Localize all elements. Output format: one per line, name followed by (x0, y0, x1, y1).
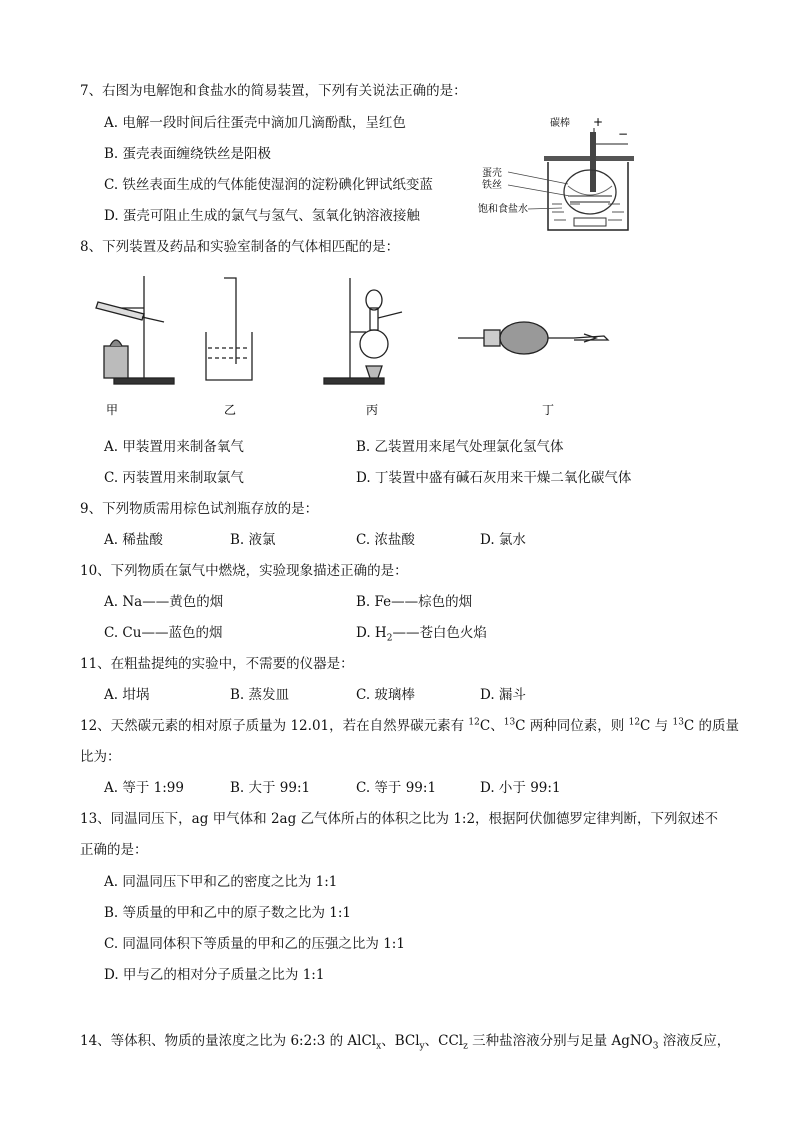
q10-option-b: B. Fe——棕色的烟 (356, 594, 473, 610)
q9-option-d: D. 氯水 (480, 532, 526, 548)
q11-option-d: D. 漏斗 (480, 687, 526, 703)
q13-option-b: B. 等质量的甲和乙中的原子数之比为 1:1 (104, 905, 352, 921)
apparatus-ding (458, 322, 608, 354)
q10-option-c: C. Cu——蓝色的烟 (104, 625, 223, 641)
carbon-rod-label: 碳棒 (550, 118, 570, 129)
q8-option-b: B. 乙装置用来尾气处理氯化氢气体 (356, 439, 564, 455)
q7-option-b: B. 蛋壳表面缠绕铁丝是阳极 (104, 146, 272, 162)
plus-sign: + (593, 115, 604, 129)
q8-option-c: C. 丙装置用来制取氯气 (104, 470, 244, 486)
q11-option-b: B. 蒸发皿 (230, 687, 290, 703)
iron-wire-label: 铁丝 (482, 180, 502, 191)
eggshell-label: 蛋壳 (482, 168, 502, 179)
q8-option-d: D. 丁装置中盛有碱石灰用来干燥二氧化碳气体 (356, 470, 632, 486)
q12-option-b: B. 大于 99:1 (230, 780, 311, 796)
caption-bing: 丙 (366, 403, 379, 417)
q14-stem: 14、等体积、物质的量浓度之比为 6:2:3 的 AlCl$_x$、BCl$_y$、CCl$_z$ 三种盐溶液分别与足量 AgNO$_3$ 溶液反应， (80, 1033, 731, 1052)
caption-jia: 甲 (106, 403, 119, 417)
q8-apparatus-figure (84, 268, 644, 426)
q11-option-a: A. 坩埚 (104, 687, 150, 703)
q13-option-c: C. 同温同体积下等质量的甲和乙的压强之比为 1:1 (104, 936, 405, 952)
q12-option-a: A. 等于 1:99 (104, 780, 184, 796)
q7-option-c: C. 铁丝表面生成的气体能使湿润的淀粉碘化钾试纸变蓝 (104, 177, 433, 193)
q12-stem: 12、天然碳元素的相对原子质量为 12.01，若在自然界碳元素有 $^{12}$C、$^{13}$C 两种同位素，则 $^{12}$C 与 $^{13}$C 的质量 (80, 717, 740, 734)
q9-option-c: C. 浓盐酸 (356, 532, 415, 548)
q10-option-d: D. $H_2——$苍白色火焰 (356, 625, 487, 644)
q13-option-d: D. 甲与乙的相对分子质量之比为 1:1 (104, 967, 325, 983)
q11-option-c: C. 玻璃棒 (356, 687, 415, 703)
q9-option-a: A. 稀盐酸 (104, 532, 163, 548)
brine-label: 饱和食盐水 (478, 204, 528, 215)
q7-option-a: A. 电解一段时间后往蛋壳中滴加几滴酚酞，呈红色 (104, 115, 406, 131)
q13-stem-line2: 正确的是： (80, 842, 148, 858)
caption-yi: 乙 (224, 403, 237, 417)
apparatus-yi (206, 278, 252, 380)
q12-option-c: C. 等于 99:1 (356, 780, 437, 796)
q11-stem: 11、在粗盐提纯的实验中，不需要的仪器是： (80, 656, 354, 672)
q10-option-a: A. Na——黄色的烟 (104, 594, 224, 610)
q10-stem: 10、下列物质在氯气中燃烧，实验现象描述正确的是： (80, 563, 408, 579)
q12-stem-line2: 比为： (80, 749, 121, 765)
q9-option-b: B. 液氯 (230, 532, 276, 548)
q8-option-a: A. 甲装置用来制备氧气 (104, 439, 244, 455)
apparatus-jia (96, 276, 174, 384)
electrolysis-apparatus-figure (478, 112, 638, 234)
apparatus-bing (324, 278, 402, 384)
minus-sign: − (618, 127, 629, 141)
q8-stem: 8、下列装置及药品和实验室制备的气体相匹配的是： (80, 239, 400, 255)
q7-option-d: D. 蛋壳可阻止生成的氯气与氢气、氢氧化钠溶液接触 (104, 208, 420, 224)
q13-stem: 13、同温同压下，ag 甲气体和 2ag 乙气体所占的体积之比为 1:2，根据阿伏伽德罗定律判断，下列叙述不 (80, 811, 719, 827)
q12-option-d: D. 小于 99:1 (480, 780, 561, 796)
q9-stem: 9、下列物质需用棕色试剂瓶存放的是： (80, 501, 319, 517)
caption-ding: 丁 (542, 403, 555, 417)
q7-stem: 7、右图为电解饱和食盐水的简易装置，下列有关说法正确的是： (80, 83, 467, 99)
q13-option-a: A. 同温同压下甲和乙的密度之比为 1:1 (104, 874, 338, 890)
